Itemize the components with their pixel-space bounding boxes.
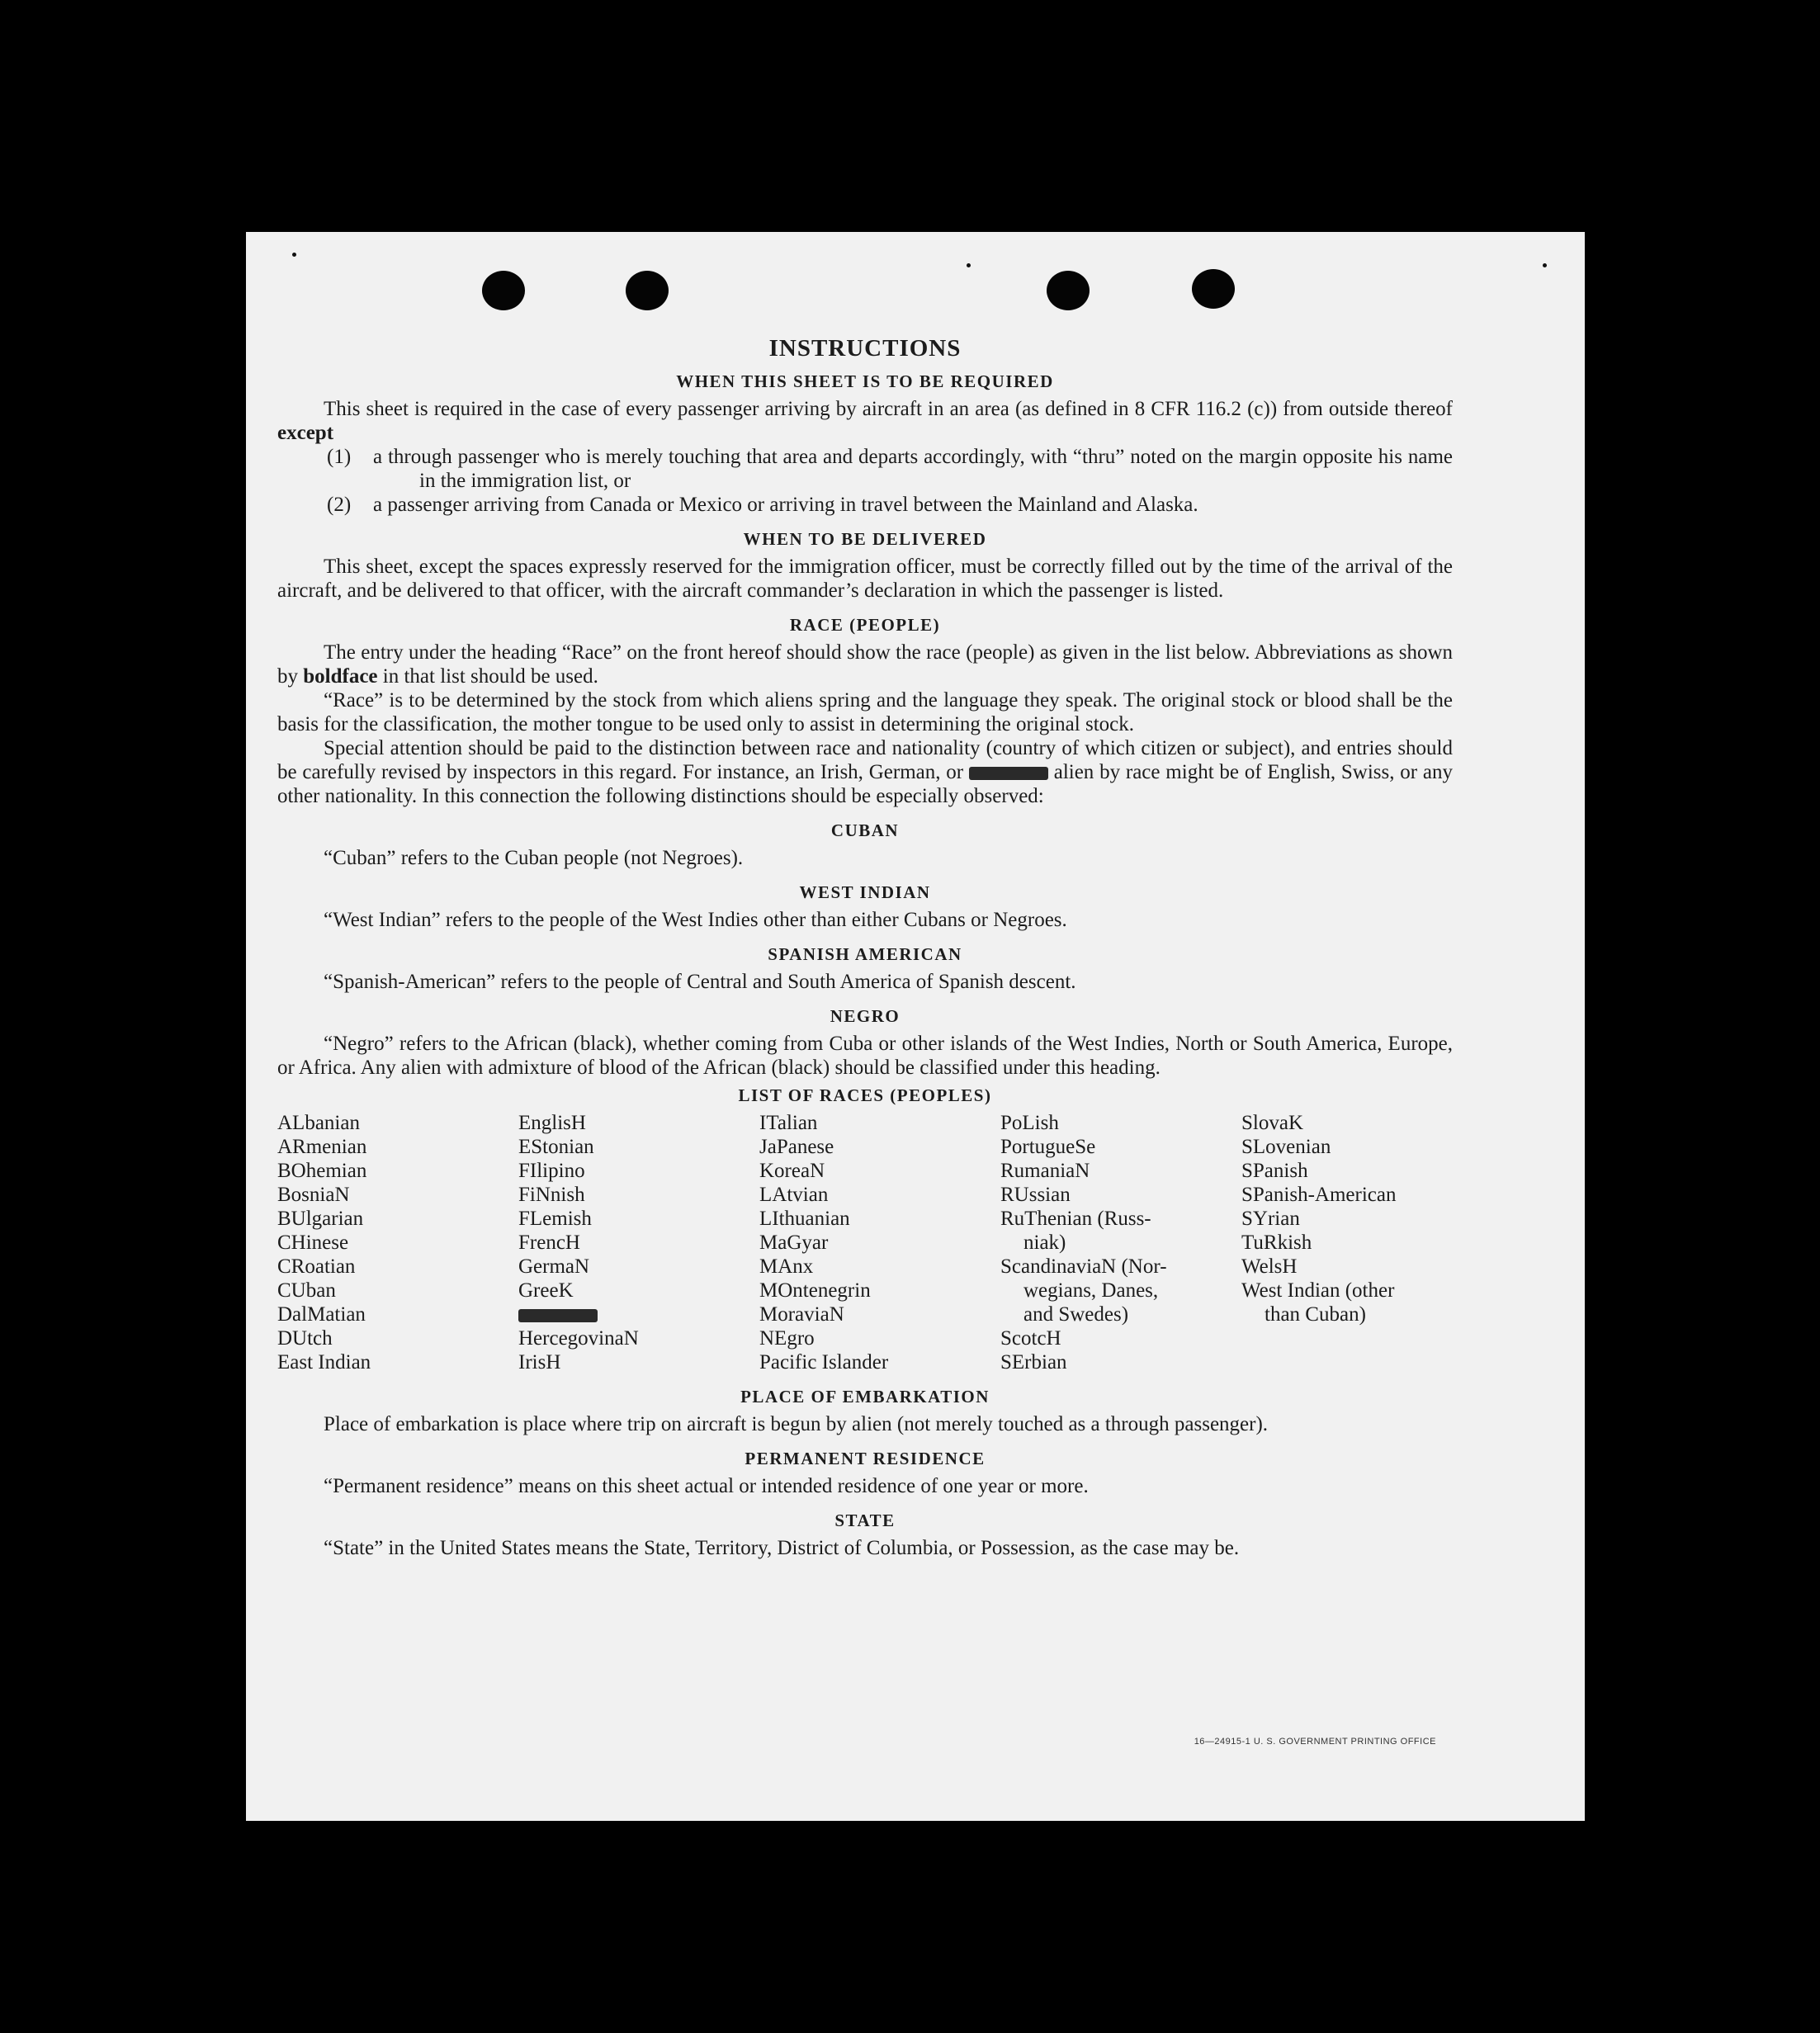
heading-race: RACE (PEOPLE) <box>789 615 941 635</box>
exception-item-1: (1) a through passenger who is merely touching that area and departs accordingly, with “thru” noted on the margin opposite his name in the immigration list, or <box>327 446 1453 492</box>
race-entry: JaPanese <box>759 1136 834 1158</box>
instructions-content <box>277 334 1453 1560</box>
paragraph-when-delivered: This sheet, except the spaces expressly reserved for the immigration officer, must be correctly filled out by the time of the arrival of the aircraft, and be delivered to that officer, with the aircraft commander’s declaration in which the passenger is listed. <box>277 556 1453 602</box>
race-entry: MoraviaN <box>759 1303 844 1326</box>
speck <box>292 253 296 257</box>
heading-spanish-american: SPANISH AMERICAN <box>768 944 962 964</box>
printing-office-code: 16—24915-1 U. S. GOVERNMENT PRINTING OFFICE <box>1194 1737 1436 1747</box>
punch-hole <box>1047 271 1090 310</box>
race-entry-continued: niak) <box>1023 1232 1066 1254</box>
races-column-5 <box>1241 1111 1453 1374</box>
redaction-mark <box>518 1309 598 1322</box>
redaction-mark <box>969 767 1048 780</box>
paragraph-race-1: The entry under the heading “Race” on the front hereof should show the race (people) as given in the list below. Abbreviations as shown by boldface in that list should be used. <box>277 641 1453 688</box>
race-entry: LIthuanian <box>759 1208 850 1230</box>
race-entry: HercegovinaN <box>518 1327 639 1350</box>
race-entry: IrisH <box>518 1351 561 1373</box>
races-column-3 <box>759 1111 1000 1374</box>
instruction-sheet <box>246 232 1585 1821</box>
heading-permanent-residence: PERMANENT RESIDENCE <box>745 1449 986 1468</box>
race-entry: RUssian <box>1000 1184 1071 1206</box>
race-entry: GermaN <box>518 1255 590 1278</box>
race-entry: ScotcH <box>1000 1327 1061 1350</box>
race-entry: SlovaK <box>1241 1112 1303 1134</box>
race-entry: FrencH <box>518 1232 580 1254</box>
race-entry: SLovenian <box>1241 1136 1331 1158</box>
heading-when-required: WHEN THIS SHEET IS TO BE REQUIRED <box>676 371 1054 391</box>
races-list <box>277 1111 1453 1374</box>
punch-hole <box>1192 269 1235 309</box>
race-entry: ALbanian <box>277 1112 360 1134</box>
race-entry: EStonian <box>518 1136 594 1158</box>
race-entry: GreeK <box>518 1279 574 1302</box>
paragraph-spanish-american: “Spanish-American” refers to the people of Central and South America of Spanish descent. <box>324 971 1076 993</box>
race-entry: BUlgarian <box>277 1208 364 1230</box>
race-entry: MAnx <box>759 1255 814 1278</box>
race-entry: FiNnish <box>518 1184 585 1206</box>
speck <box>1543 263 1547 267</box>
race-entry: KoreaN <box>759 1160 825 1182</box>
race-entry: BosniaN <box>277 1184 350 1206</box>
race-entry-continued: than Cuban) <box>1265 1303 1366 1326</box>
heading-west-indian: WEST INDIAN <box>799 882 931 902</box>
race-entry: MOntenegrin <box>759 1279 871 1302</box>
heading-negro: NEGRO <box>830 1006 901 1026</box>
race-entry: SPanish <box>1241 1160 1308 1182</box>
exception-item-2: (2) a passenger arriving from Canada or Mexico or arriving in travel between the Mainland and Alaska. <box>327 494 1198 516</box>
race-entry: SErbian <box>1000 1351 1067 1373</box>
race-entry: WelsH <box>1241 1255 1298 1278</box>
race-entry: MaGyar <box>759 1232 829 1254</box>
race-entry: ARmenian <box>277 1136 367 1158</box>
paragraph-state: “State” in the United States means the State, Territory, District of Columbia, or Possession, as the case may be. <box>324 1537 1240 1559</box>
race-entry: East Indian <box>277 1351 371 1373</box>
speck <box>967 263 971 267</box>
race-entry: PoLish <box>1000 1112 1059 1134</box>
race-entry: SPanish-American <box>1241 1184 1397 1206</box>
page-title: INSTRUCTIONS <box>768 335 962 362</box>
race-entry: TuRkish <box>1241 1232 1312 1254</box>
heading-embarkation: PLACE OF EMBARKATION <box>740 1387 990 1407</box>
race-entry: DalMatian <box>277 1303 366 1326</box>
race-entry: CUban <box>277 1279 336 1302</box>
punch-hole <box>626 271 669 310</box>
race-entry: Pacific Islander <box>759 1351 889 1373</box>
races-column-4 <box>1000 1111 1241 1374</box>
race-entry: RuThenian (Russ- <box>1000 1208 1151 1230</box>
race-entry: SYrian <box>1241 1208 1300 1230</box>
race-entry: DUtch <box>277 1327 333 1350</box>
heading-cuban: CUBAN <box>830 820 900 840</box>
paragraph-permanent-residence: “Permanent residence” means on this sheet actual or intended residence of one year or more. <box>324 1475 1089 1497</box>
paragraph-cuban: “Cuban” refers to the Cuban people (not Negroes). <box>324 847 744 869</box>
paragraph-west-indian: “West Indian” refers to the people of the West Indies other than either Cubans or Negroes. <box>324 909 1067 931</box>
paragraph-embarkation: Place of embarkation is place where trip on aircraft is begun by alien (not merely touched as a through passenger). <box>324 1413 1269 1435</box>
heading-state: STATE <box>834 1511 896 1530</box>
race-entry: EnglisH <box>518 1112 586 1134</box>
heading-list-of-races: LIST OF RACES (PEOPLES) <box>738 1085 992 1105</box>
race-entry: ScandinaviaN (Nor- <box>1000 1255 1167 1278</box>
race-entry: LAtvian <box>759 1184 829 1206</box>
race-entry-continued: wegians, Danes, <box>1023 1279 1159 1302</box>
races-column-2 <box>518 1111 759 1374</box>
heading-when-delivered: WHEN TO BE DELIVERED <box>743 529 987 549</box>
races-column-1 <box>277 1111 518 1374</box>
race-entry: PortugueSe <box>1000 1136 1096 1158</box>
race-entry: FIlipino <box>518 1160 585 1182</box>
race-entry: CHinese <box>277 1232 349 1254</box>
paragraph-race-2: “Race” is to be determined by the stock from which aliens spring and the language they speak. The original stock or blood shall be the basis for the classification, the mother tongue to be used only to assist in determining the original stock. <box>277 689 1453 735</box>
paragraph-race-3: Special attention should be paid to the distinction between race and nationality (country of which citizen or subject), and entries should be carefully revised by inspectors in this regard. For instance, an Irish, German, or alien by race might be of English, Swiss, or any other nationality. In this connection the following distinctions should be especially observed: <box>277 737 1453 807</box>
race-entry: ITalian <box>759 1112 818 1134</box>
race-entry: FLemish <box>518 1208 592 1230</box>
redacted-race-entry <box>518 1303 759 1326</box>
punch-hole <box>482 271 525 310</box>
race-entry: NEgro <box>759 1327 815 1350</box>
race-entry: BOhemian <box>277 1160 367 1182</box>
race-entry: CRoatian <box>277 1255 356 1278</box>
race-entry: West Indian (other <box>1241 1279 1395 1302</box>
paragraph-when-required: This sheet is required in the case of every passenger arriving by aircraft in an area (as defined in 8 CFR 116.2 (c)) from outside thereof except <box>277 398 1453 444</box>
race-entry-continued: and Swedes) <box>1023 1303 1129 1326</box>
race-entry: RumaniaN <box>1000 1160 1090 1182</box>
paragraph-negro: “Negro” refers to the African (black), whether coming from Cuba or other islands of the West Indies, North or South America, Europe, or Africa. Any alien with admixture of blood of the African (black) should be classified under this heading. <box>277 1033 1453 1079</box>
